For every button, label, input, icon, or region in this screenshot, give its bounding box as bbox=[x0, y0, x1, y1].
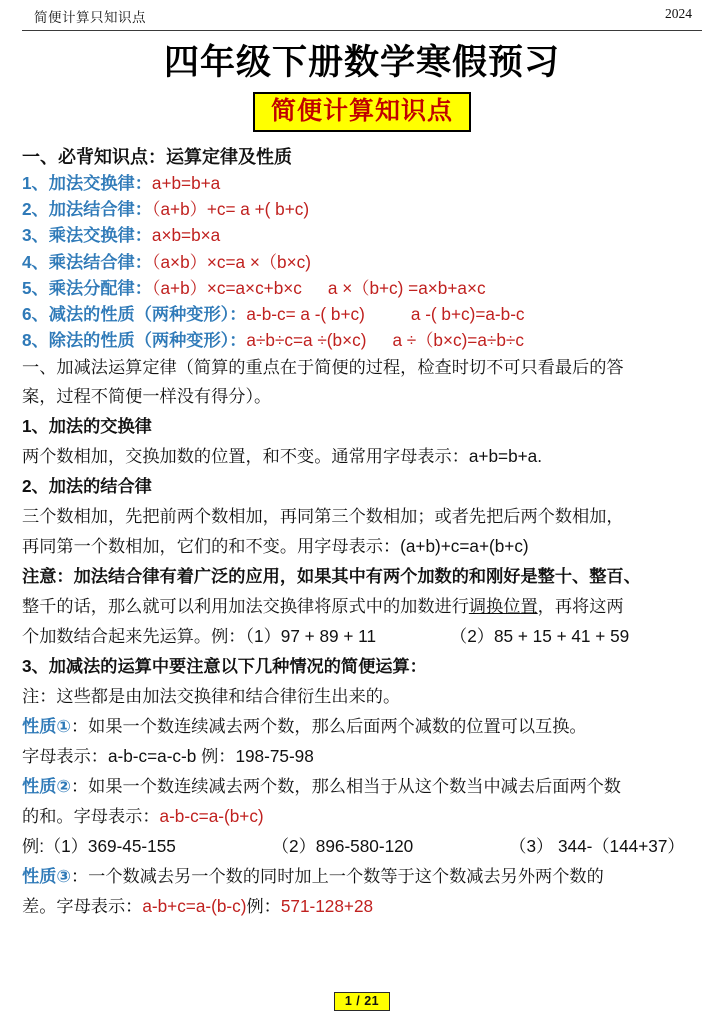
property-1-letters: 字母表示：a-b-c=a-c-b 例：198-75-98 bbox=[22, 745, 314, 766]
running-header bbox=[22, 0, 702, 30]
property-2-example-2: （2）896-580-120 bbox=[271, 835, 414, 856]
section1-heading: 一、必背知识点：运算定律及性质 bbox=[22, 147, 292, 168]
law-formula: （a+b）×c=a×c+b×c bbox=[151, 277, 302, 298]
subsection-3-note: 注：这些都是由加法交换律和结合律衍生出来的。 bbox=[22, 685, 401, 706]
property-2-label: 性质② bbox=[22, 775, 71, 796]
property-2-prefix: 的和。字母表示： bbox=[22, 805, 160, 826]
law-item bbox=[22, 222, 702, 248]
note-line1: 注意：加法结合律有着广泛的应用，如果其中有两个加数的和刚好是整十、整百、 bbox=[22, 565, 641, 586]
section2-heading-line2: 案，过程不简便一样没有得分）。 bbox=[22, 385, 272, 406]
subtitle-highlight: 简便计算知识点 bbox=[253, 92, 471, 132]
law-item bbox=[22, 275, 702, 301]
subsection-2-line1: 三个数相加，先把前两个数相加，再同第三个数相加；或者先把后两个数相加， bbox=[22, 505, 624, 526]
property-2-examples bbox=[22, 831, 702, 861]
law-number: 6、 bbox=[22, 303, 49, 324]
property-2-example-3: （3） 344-（144+37） bbox=[509, 835, 685, 856]
law-name: 乘法分配律： bbox=[48, 277, 152, 298]
property-1-label: 性质① bbox=[22, 715, 71, 736]
section2-heading-line1: 一、加减法运算定律（简算的重点在于简便的过程，检查时切不可只看最后的答 bbox=[22, 356, 624, 377]
page-title: 四年级下册数学寒假预习 bbox=[163, 43, 560, 82]
running-header-year: 2024 bbox=[665, 6, 692, 21]
law-formula: （a+b）+c= a +( b+c) bbox=[151, 199, 310, 220]
law-item bbox=[22, 301, 702, 327]
property-3 bbox=[22, 861, 702, 891]
property-2-example-1: 例:（1）369-45-155 bbox=[22, 835, 176, 856]
law-item bbox=[22, 170, 702, 196]
property-3-letters bbox=[22, 891, 702, 921]
law-name: 减法的性质（两种变形）： bbox=[48, 303, 247, 324]
property-1 bbox=[22, 711, 702, 741]
property-2-text: ：如果一个数连续减去两个数，那么相当于从这个数当中减去后面两个数 bbox=[70, 775, 621, 796]
property-3-example-prefix: 例： bbox=[246, 895, 281, 916]
law-formula: （a×b）×c=a ×（b×c) bbox=[151, 251, 311, 272]
note-line2-post: ，再将这两 bbox=[537, 595, 624, 616]
subsection-2-line2: 再同第一个数相加，它们的和不变。用字母表示：(a+b)+c=a+(b+c) bbox=[22, 535, 529, 556]
law-item bbox=[22, 249, 702, 275]
law-formula-alt: a ÷（b×c)=a÷b÷c bbox=[392, 329, 524, 350]
property-2-letters bbox=[22, 801, 702, 831]
law-name: 乘法交换律： bbox=[48, 225, 152, 246]
note-line3 bbox=[22, 621, 702, 651]
law-item bbox=[22, 196, 702, 222]
note-example-2: （2）85 + 15 + 41 + 59 bbox=[450, 625, 630, 646]
law-formula: a×b=b×a bbox=[151, 225, 221, 246]
subsection-1-title: 1、加法的交换律 bbox=[22, 415, 152, 436]
law-number: 8、 bbox=[22, 329, 49, 350]
law-number: 5、 bbox=[22, 277, 49, 298]
page-footer bbox=[0, 992, 724, 1011]
law-formula: a-b-c= a -( b+c) bbox=[246, 303, 365, 324]
note-line2-pre: 整千的话，那么就可以利用加法交换律将原式中的加数进行 bbox=[22, 595, 469, 616]
running-header-title: 简便计算只知识点 bbox=[34, 10, 146, 25]
note-emphasis: 调换位置 bbox=[468, 595, 538, 616]
subsection-1-text: 两个数相加，交换加数的位置，和不变。通常用字母表示：a+b=b+a. bbox=[22, 445, 542, 466]
law-formula-alt: a ×（b+c) =a×b+a×c bbox=[327, 277, 486, 298]
law-name: 加法结合律： bbox=[48, 199, 152, 220]
law-number: 4、 bbox=[22, 251, 49, 272]
subtitle-container bbox=[22, 92, 702, 132]
note-line2 bbox=[22, 591, 702, 621]
law-name: 除法的性质（两种变形）： bbox=[48, 329, 247, 350]
property-3-label: 性质③ bbox=[22, 865, 71, 886]
property-3-text: ：一个数减去另一个数的同时加上一个数等于这个数减去另外两个数的 bbox=[70, 865, 604, 886]
law-number: 1、 bbox=[22, 173, 49, 194]
page-number-badge: 1 / 21 bbox=[334, 992, 390, 1011]
property-2 bbox=[22, 771, 702, 801]
law-name: 加法交换律： bbox=[48, 173, 152, 194]
property-3-prefix: 差。字母表示： bbox=[22, 895, 143, 916]
law-formula: a÷b÷c=a ÷(b×c) bbox=[246, 329, 367, 350]
law-number: 3、 bbox=[22, 225, 49, 246]
law-name: 乘法结合律： bbox=[48, 251, 152, 272]
property-3-example: 571-128+28 bbox=[280, 895, 374, 916]
property-3-formula: a-b+c=a-(b-c) bbox=[142, 895, 247, 916]
law-formula: a+b=b+a bbox=[151, 173, 221, 194]
subsection-2-title: 2、加法的结合律 bbox=[22, 475, 152, 496]
law-formula-alt: a -( b+c)=a-b-c bbox=[410, 303, 525, 324]
property-1-text: ：如果一个数连续减去两个数，那么后面两个减数的位置可以互换。 bbox=[70, 715, 587, 736]
property-2-formula: a-b-c=a-(b+c) bbox=[159, 805, 264, 826]
subsection-3-title: 3、加减法的运算中要注意以下几种情况的简便运算： bbox=[22, 655, 427, 676]
note-example-1: 个加数结合起来先运算。例：（1）97 + 89 + 11 bbox=[22, 625, 377, 646]
document-body bbox=[22, 144, 702, 921]
header-divider bbox=[22, 30, 702, 31]
law-number: 2、 bbox=[22, 199, 49, 220]
law-item bbox=[22, 327, 702, 353]
